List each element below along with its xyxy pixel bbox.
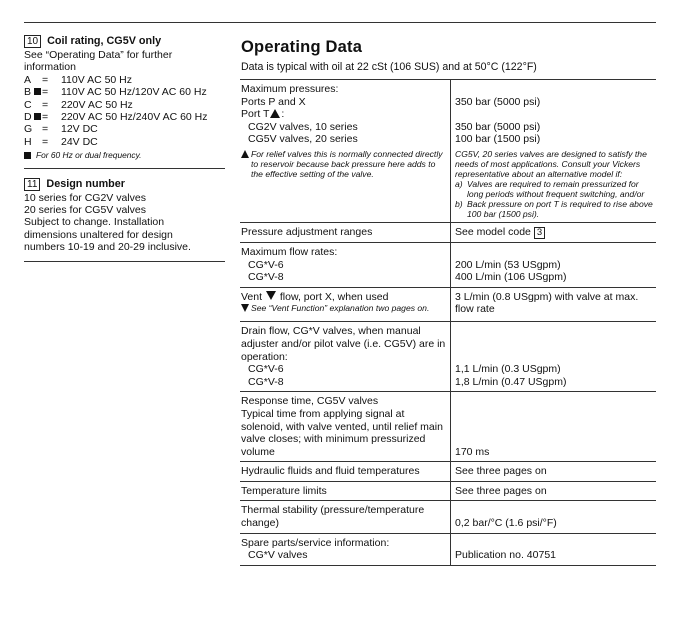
- row-label-cell: [240, 392, 451, 461]
- model-code-ref: 3: [534, 227, 545, 239]
- cg-v-valves-label: CG*V valves: [248, 549, 308, 562]
- coil-marker: [34, 74, 42, 86]
- coil-marker: [34, 86, 42, 98]
- coil-letter: G: [24, 123, 33, 136]
- spare-parts-label: Spare parts/service information:: [241, 536, 390, 549]
- operating-data-table: [240, 79, 656, 566]
- max-flow-label: Maximum flow rates:: [241, 245, 338, 258]
- coil-value: 24V DC: [61, 135, 98, 148]
- coil-section-number: 10: [24, 35, 41, 48]
- coil-footnote-text: For 60 Hz or dual frequency.: [36, 150, 142, 161]
- design-number-heading: [24, 178, 225, 191]
- port-t-label: [241, 108, 448, 121]
- cg5v-value: 100 bar (1500 psi): [455, 133, 541, 146]
- coil-item: [24, 136, 225, 148]
- coil-item: [24, 74, 225, 86]
- square-marker-icon: [24, 152, 31, 159]
- pressure-adjustment-text: See model code: [455, 225, 531, 238]
- cg2v-value: 350 bar (5000 psi): [455, 120, 541, 133]
- thermal-stability-value: 0,2 bar/°C (1.6 psi/°F): [455, 517, 557, 530]
- table-row-response-time: [240, 392, 656, 462]
- row-label-cell: [240, 80, 451, 222]
- note-item-b: [455, 199, 654, 219]
- coil-letter: C: [24, 98, 32, 111]
- table-row-drain-flow: [240, 322, 656, 392]
- cg-v8-label: CG*V-8: [248, 375, 284, 388]
- coil-letter: D: [24, 111, 32, 124]
- vent-flow-label: [241, 291, 448, 304]
- row-label-cell: [240, 534, 451, 565]
- table-row-temperature-limits: [240, 482, 656, 502]
- design-section-title: Design number: [46, 177, 125, 190]
- vent-note-text: See “Vent Function” explanation two pages on.: [251, 303, 430, 314]
- row-value-cell: [451, 501, 656, 532]
- coil-equals: =: [42, 86, 49, 99]
- coil-letter: A: [24, 73, 32, 86]
- cg5v-note: CG5V, 20 series valves are designed to satisfy the needs of most applications. Consult your Vickers representative about an alternative model if:: [455, 148, 647, 179]
- coil-marker: [34, 123, 42, 135]
- coil-value: 220V AC 50 Hz/240V AC 60 Hz: [61, 111, 208, 124]
- left-divider-2: [24, 261, 225, 262]
- table-row-thermal-stability: [240, 501, 656, 533]
- max-pressures-label: Maximum pressures:: [241, 83, 339, 95]
- coil-footnote: [24, 149, 225, 161]
- row-value-cell: [451, 243, 656, 287]
- note-item-a-letter: a): [455, 178, 463, 189]
- note-item-b-text: Back pressure on port T is required to rise above 100 bar (1500 psi).: [467, 198, 653, 219]
- square-marker-icon: [34, 113, 41, 120]
- row-label-cell: [240, 322, 451, 391]
- table-row-max-pressures: [240, 80, 656, 223]
- temperature-limits-label: Temperature limits: [240, 482, 451, 501]
- table-row-pressure-adjustment: [240, 223, 656, 243]
- page-subtitle: Data is typical with oil at 22 cSt (106 SUS) and at 50°C (122°F): [241, 61, 537, 73]
- design-line: dimensions unaltered for design: [24, 228, 173, 241]
- row-label-cell: [240, 243, 451, 287]
- coil-item: [24, 123, 225, 135]
- design-line: numbers 10-19 and 20-29 inclusive.: [24, 241, 191, 254]
- response-time-value: 170 ms: [455, 445, 490, 458]
- cg-v6-flow: 200 L/min (53 USgpm): [455, 258, 561, 271]
- coil-letter: B: [24, 86, 32, 99]
- triangle-down-icon: [241, 304, 249, 312]
- vent-note: [241, 303, 448, 318]
- coil-list: [24, 74, 225, 148]
- response-time-desc: Typical time from applying signal at solenoid, with valve vented, until relief main valve closes; with minimum pressurized volume: [241, 407, 443, 458]
- coil-value: 110V AC 50 Hz: [61, 73, 133, 86]
- port-t-text: Port T: [241, 108, 270, 121]
- note-item-b-letter: b): [455, 198, 463, 209]
- coil-item: [24, 86, 225, 98]
- cg-v8-label: CG*V-8: [248, 271, 284, 284]
- response-time-label: Response time, CG5V valves: [241, 395, 379, 408]
- row-value-cell: [451, 322, 656, 391]
- design-number-section: [24, 169, 225, 254]
- coil-value: 220V AC 50 Hz: [61, 98, 133, 111]
- coil-value: 110V AC 50 Hz/120V AC 60 Hz: [61, 86, 207, 99]
- triangle-down-icon: [266, 291, 276, 300]
- table-row-spare-parts: [240, 534, 656, 566]
- drain-flow-label: Drain flow, CG*V valves, when manual adjuster and/or pilot valve (i.e. CG5V) are in operation:: [241, 325, 446, 363]
- vent-flow-value: 3 L/min (0.8 USgpm) with valve at max. flow rate: [455, 290, 639, 316]
- coil-equals: =: [42, 73, 49, 86]
- cg-v6-label: CG*V-6: [248, 258, 284, 271]
- thermal-stability-label: Thermal stability (pressure/temperature change): [240, 501, 451, 532]
- port-t-colon: :: [281, 108, 285, 121]
- cg5v-label: CG5V valves, 20 series: [248, 133, 358, 146]
- coil-equals: =: [42, 98, 49, 111]
- note-item-a: [455, 179, 654, 199]
- row-value-cell: [451, 392, 656, 461]
- coil-rating-heading: [24, 35, 225, 48]
- port-t-note-text: For relief valves this is normally connected directly to reservoir because back pressure here adds to the effective setting of the valve.: [251, 148, 443, 179]
- port-t-note: [241, 149, 448, 187]
- row-label-cell: [240, 288, 451, 322]
- table-row-vent-flow: [240, 288, 656, 323]
- square-marker-icon: [34, 88, 41, 95]
- design-line: 20 series for CG5V valves: [24, 204, 146, 217]
- cg-v8-drain: 1,8 L/min (0.47 USgpm): [455, 375, 567, 388]
- triangle-up-icon: [241, 150, 249, 158]
- note-item-a-text: Valves are required to remain pressurized for long periods without frequent switching, and/or: [467, 178, 645, 199]
- hydraulic-fluids-value: See three pages on: [455, 465, 547, 478]
- hydraulic-fluids-label: Hydraulic fluids and fluid temperatures: [240, 462, 451, 481]
- coil-intro: See “Operating Data” for further information: [24, 49, 173, 74]
- ports-p-x-label: Ports P and X: [241, 95, 306, 108]
- pressure-adjustment-label: Pressure adjustment ranges: [240, 223, 451, 242]
- cg-v6-drain: 1,1 L/min (0.3 USgpm): [455, 363, 561, 376]
- cg-v6-label: CG*V-6: [248, 363, 284, 376]
- coil-marker: [34, 136, 42, 148]
- design-section-number: 11: [24, 178, 40, 191]
- coil-marker: [34, 99, 42, 111]
- vent-flow-text: flow, port X, when used: [279, 290, 389, 303]
- coil-equals: =: [42, 111, 49, 124]
- cg2v-label: CG2V valves, 10 series: [248, 120, 358, 133]
- coil-item: [24, 111, 225, 123]
- page-title: Operating Data: [241, 38, 363, 56]
- coil-marker: [34, 111, 42, 123]
- coil-equals: =: [42, 123, 49, 136]
- design-line: 10 series for CG2V valves: [24, 191, 146, 204]
- cg-v8-flow: 400 L/min (106 USgpm): [455, 271, 567, 284]
- top-rule: [24, 22, 656, 23]
- row-value-cell: [451, 80, 656, 222]
- coil-section-title: Coil rating, CG5V only: [47, 35, 162, 48]
- table-row-max-flow: [240, 243, 656, 288]
- pressure-adjustment-value: [451, 223, 656, 242]
- temperature-limits-value: See three pages on: [455, 484, 547, 497]
- coil-item: [24, 99, 225, 111]
- left-column: [24, 35, 225, 262]
- row-value-cell: [451, 534, 656, 565]
- design-line: Subject to change. Installation: [24, 216, 165, 229]
- coil-rating-section: [24, 35, 225, 162]
- table-row-hydraulic-fluids: [240, 462, 656, 482]
- vent-text: Vent: [241, 290, 263, 303]
- coil-equals: =: [42, 135, 49, 148]
- coil-value: 12V DC: [61, 123, 98, 136]
- coil-letter: H: [24, 135, 32, 148]
- ports-p-x-value: 350 bar (5000 psi): [455, 95, 541, 108]
- triangle-up-icon: [270, 109, 280, 118]
- spare-parts-value: Publication no. 40751: [455, 549, 556, 562]
